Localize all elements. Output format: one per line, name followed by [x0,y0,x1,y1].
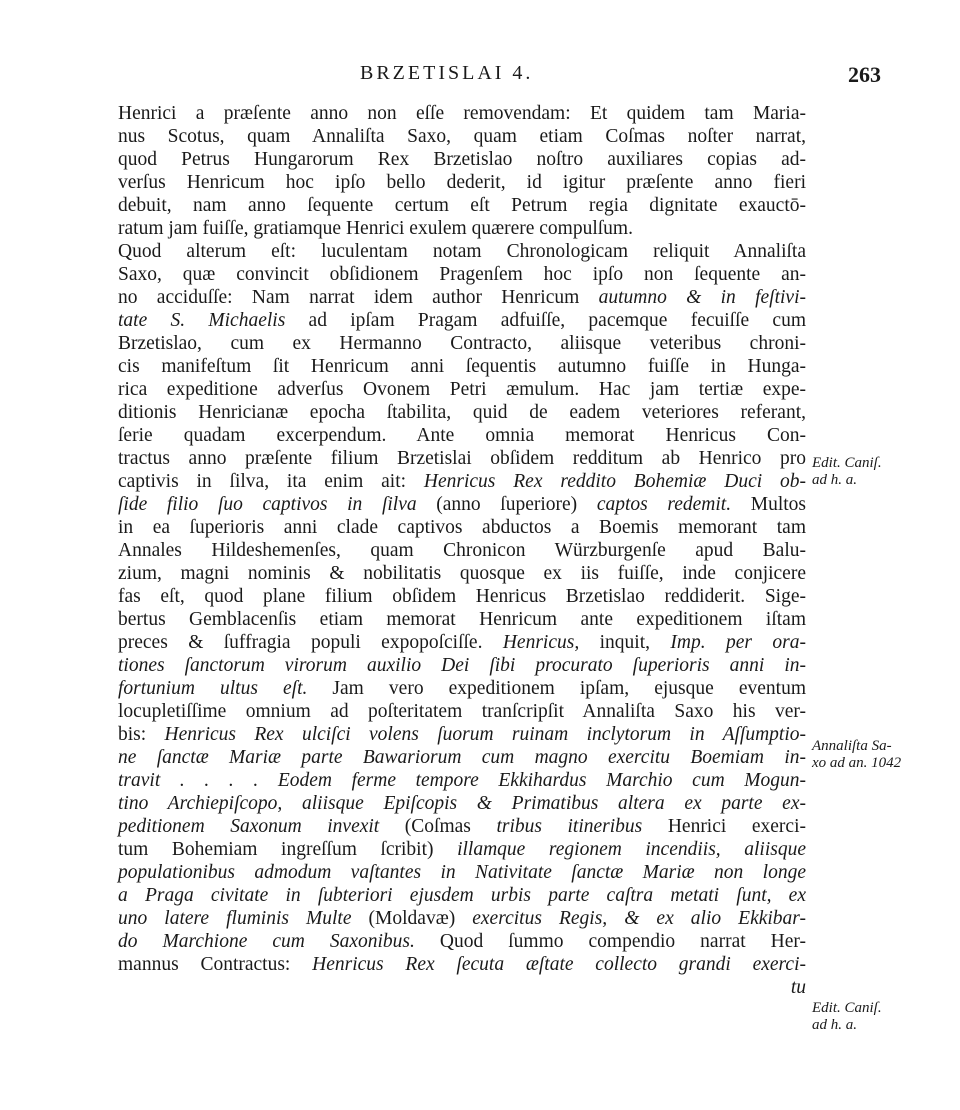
text-segment: (Moldavæ) [351,908,473,929]
italic-segment: tiones ſanctorum virorum auxilio Dei ſibi procurato ſuperioris anni in- [118,655,806,676]
page-number: 263 [848,62,881,87]
text-line [118,263,806,286]
text-segment: in ea ſuperioris anni clade captivos abductos a Boemis memorant tam [118,517,806,538]
italic-segment: a Praga civitate in ſubteriori ejusdem urbis parte caſtra metati ſunt, ex [118,885,806,906]
text-segment: ad ipſam Pragam adfuiſſe, pacemque fecuiſſe cum [285,310,807,331]
italic-segment: ne ſanctæ Mariæ parte Bawariorum cum magno exercitu Boemiam in- [118,747,806,768]
margin-note [812,738,901,772]
italic-segment: do Marchione cum Saxonibus. [118,931,415,952]
italic-segment: tino Archiepiſcopo, aliisque Epiſcopis & Primatibus altera ex parte ex- [118,793,806,814]
text-line [118,309,806,332]
text-segment: Quod alterum eſt: luculentam notam Chronologicam reliquit Annaliſta [118,241,806,262]
text-line [118,217,806,240]
italic-segment: ſide filio ſuo captivos in ſilva [118,494,417,515]
text-segment: Henrici exerci- [642,816,806,837]
italic-segment: peditionem Saxonum invexit [118,816,380,837]
text-segment: Annales Hildeshemenſes, quam Chronicon Würzburgenſe apud Balu- [118,540,806,561]
main-text [118,102,806,999]
text-segment: tractus anno præſente filium Brzetislai obſidem redditum ab Henrico pro [118,448,806,469]
italic-segment: tribus itineribus [496,816,643,837]
text-line [118,562,806,585]
text-line [118,378,806,401]
page-header [0,62,960,92]
text-line [118,424,806,447]
text-line [118,953,806,976]
running-head: BRZETISLAI 4. [360,62,534,84]
margin-note [812,455,882,489]
text-line [118,677,806,700]
italic-segment: tu [790,977,806,998]
italic-segment: exercitus Regis, & ex alio Ekkibar- [472,908,806,929]
text-segment: bis: [118,724,165,745]
text-line [118,102,806,125]
text-line [118,861,806,884]
text-segment: ratum jam fuiſſe, gratiamque Henrici exulem quærere compulſum. [118,218,633,239]
text-line [118,769,806,792]
text-line [118,470,806,493]
text-segment: Henrici a præſente anno non eſſe removendam: Et quidem tam Maria- [118,103,806,124]
italic-segment: Henricus Rex ulciſci volens ſuorum ruinam inclytorum in Aſſumptio- [164,724,806,745]
text-segment: captivis in ſilva, ita enim ait: [118,471,424,492]
text-segment: nus Scotus, quam Annaliſta Saxo, quam etiam Coſmas noſter narrat, [118,126,806,147]
text-line [118,355,806,378]
text-line [118,171,806,194]
margin-note-line: ad h. a. [812,1017,857,1033]
italic-segment: populationibus admodum vaſtantes in Nativitate ſanctæ Mariæ non longe [118,862,806,883]
text-segment: rica expeditione adverſus Ovonem Petri æmulum. Hac jam tertiæ expe- [118,379,806,400]
text-line [118,700,806,723]
text-segment: locupletiſſime omnium ad poſteritatem tranſcripſit Annaliſta Saxo his ver- [118,701,806,722]
text-line [118,401,806,424]
text-line [118,746,806,769]
text-segment: ſerie quadam excerpendum. Ante omnia memorat Henricus Con- [118,425,806,446]
text-line [118,585,806,608]
text-line [118,516,806,539]
text-segment: inquit, [579,632,671,653]
italic-segment: autumno & in feſtivi- [598,287,806,308]
text-segment: fas eſt, quod plane filium obſidem Henricus Brzetislao reddiderit. Sige- [118,586,806,607]
text-line [118,148,806,171]
text-line [118,608,806,631]
text-line [118,125,806,148]
text-line [118,723,806,746]
text-segment: mannus Contractus: [118,954,313,975]
italic-segment: Henricus Rex reddito Bohemiæ Duci ob- [423,471,806,492]
text-line [118,907,806,930]
text-segment: debuit, nam anno ſequente certum eſt Petrum regia dignitate exauctō- [118,195,806,216]
text-line [118,286,806,309]
text-line [118,447,806,470]
text-line [118,194,806,217]
text-segment: quod Petrus Hungarorum Rex Brzetislao noſtro auxiliares copias ad- [118,149,806,170]
text-line [118,976,806,999]
text-line [118,838,806,861]
text-line [118,930,806,953]
italic-segment: captos redemit. [596,494,732,515]
italic-segment: tate S. Michaelis [118,310,286,331]
text-segment: preces & ſuffragia populi expopoſciſſe. [118,632,503,653]
text-line [118,493,806,516]
text-line [118,332,806,355]
italic-segment: fortunium ultus eſt. [118,678,308,699]
text-line [118,884,806,907]
italic-segment: uno latere fluminis Multe [118,908,352,929]
text-segment: (Coſmas [379,816,497,837]
text-line [118,654,806,677]
margin-note-line: ad h. a. [812,472,857,488]
italic-segment: travit . . . . Eodem ferme tempore Ekkihardus Marchio cum Mogun- [118,770,806,791]
text-segment: ditionis Henricianæ epocha ſtabilita, quid de eadem veteriores referant, [118,402,806,423]
text-line [118,539,806,562]
text-segment: cis manifeſtum ſit Henricum anni ſequentis autumno fuiſſe in Hunga- [118,356,806,377]
italic-segment: illamque regionem incendiis, aliisque [457,839,806,860]
margin-note [812,1000,882,1034]
margin-note-line: xo ad an. 1042 [812,755,902,771]
text-line [118,631,806,654]
text-segment: no acciduſſe: Nam narrat idem author Henricum [118,287,599,308]
text-segment: Jam vero expeditionem ipſam, ejusque eventum [307,678,806,699]
text-segment: Saxo, quæ convincit obſidionem Pragenſem hoc ipſo non ſequente an- [118,264,806,285]
margin-note-line: Edit. Caniſ. [812,455,882,471]
text-segment: (anno ſuperiore) [416,494,597,515]
italic-segment: Henricus Rex ſecuta æſtate collecto grandi exerci- [312,954,806,975]
margin-note-line: Annaliſta Sa- [812,738,892,754]
text-line [118,240,806,263]
text-segment: zium, magni nominis & nobilitatis quosque ex iis fuiſſe, inde conjicere [118,563,806,584]
italic-segment: Henricus, [502,632,580,653]
text-segment: Multos [731,494,806,515]
text-segment: verſus Henricum hoc ipſo bello dederit, id igitur præſente anno fieri [118,172,806,193]
text-line [118,815,806,838]
text-segment: Brzetislao, cum ex Hermanno Contracto, aliisque veteribus chroni- [118,333,806,354]
italic-segment: Imp. per ora- [670,632,806,653]
text-segment: tum Bohemiam ingreſſum ſcribit) [118,839,458,860]
text-segment: bertus Gemblacenſis etiam memorat Henricum ante expeditionem iſtam [118,609,806,630]
text-line [118,792,806,815]
margin-note-line: Edit. Caniſ. [812,1000,882,1016]
text-segment: Quod ſummo compendio narrat Her- [414,931,806,952]
